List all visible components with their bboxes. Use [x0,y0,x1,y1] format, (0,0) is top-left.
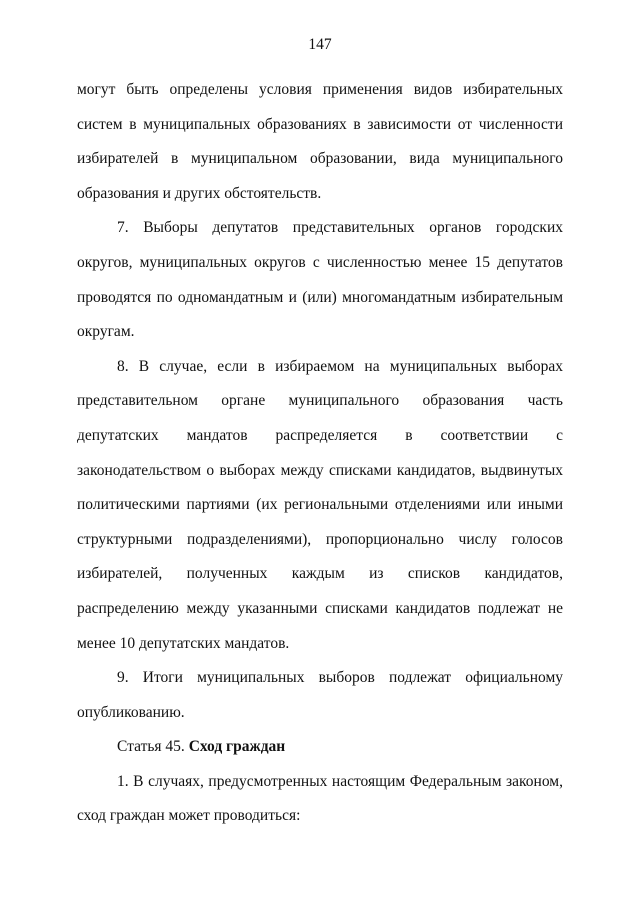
article-title: Сход граждан [188,738,286,756]
paragraph-item-7: 7. Выборы депутатов представительных органов городских округов, муниципальных округов с численностью менее 15 депутатов проводятся по одномандатным и (или) многомандатным избирательным округам. [77,219,563,341]
paragraph-item-9: 9. Итоги муниципальных выборов подлежат официальному опубликованию. [77,669,563,721]
article-paragraph-1: 1. В случаях, предусмотренных настоящим Федеральным законом, сход граждан может проводиться: [77,772,563,825]
article-heading [77,730,563,765]
page-number: 147 [308,36,332,53]
paragraph-item-8: 8. В случае, если в избираемом на муниципальных выборах представительном органе муниципального образования часть депутатских мандатов распределяется в соответствии с законодательством о выборах между списками кандидатов, выдвинутых политическими партиями (их региональными отделениями или иными структурными подразделениями), пропорционально числу голосов избирателей, полученных каждым из списков кандидатов, распределению между указанными списками кандидатов подлежат не менее 10 депутатских мандатов. [77,357,563,652]
document-body [77,73,563,834]
article-prefix: Статья 45. [117,738,185,756]
paragraph-continuation: могут быть определены условия применения видов избирательных систем в муниципальных образованиях в зависимости от численности избирателей в муниципальном образовании, вида муниципального образования и других обстоятельств. [77,81,563,202]
